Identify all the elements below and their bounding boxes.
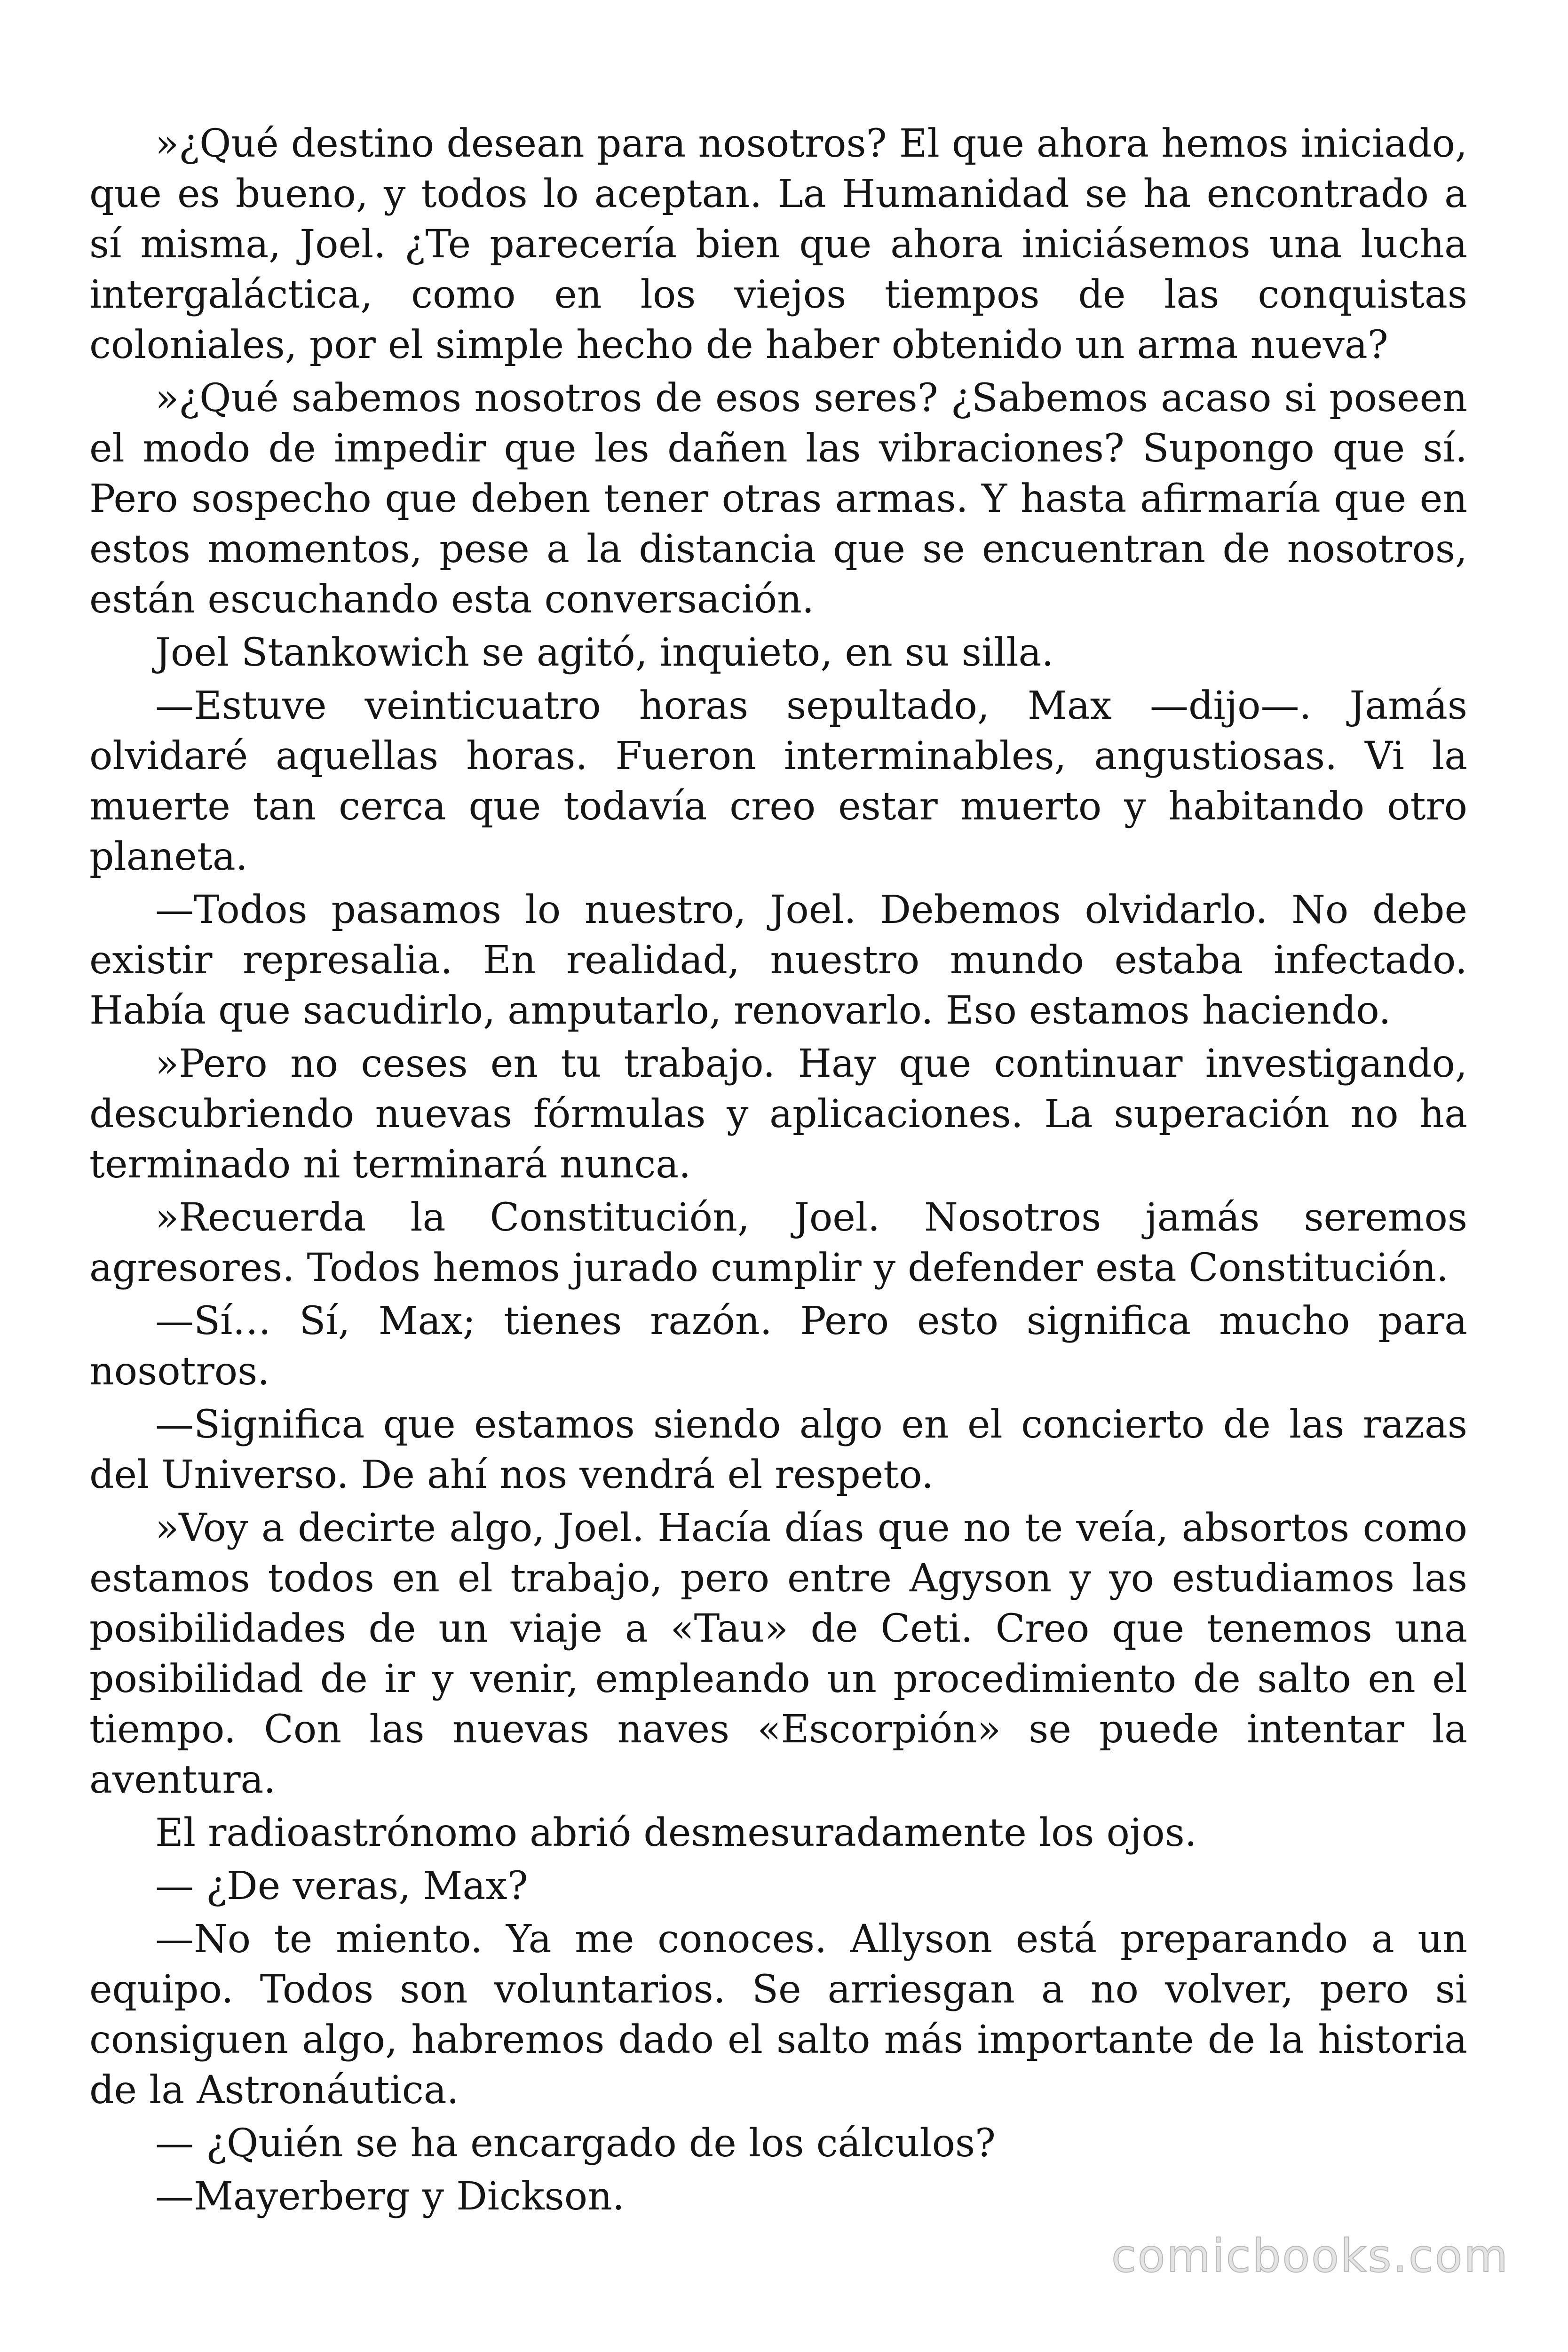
paragraph: — ¿Quién se ha encargado de los cálculos? — [155, 2121, 996, 2166]
paragraph: —Estuve veinticuatro horas sepultado, Max —dijo—. Jamás olvidaré aquellas horas. Fueron interminables, angustiosas. Vi la muerte tan cerca que todavía creo estar muerto y habitando otro planeta. — [89, 683, 1467, 879]
watermark: comicbooks.com — [1111, 2230, 1509, 2282]
paragraph: —Significa que estamos siendo algo en el concierto de las razas del Universo. De ahí nos vendrá el respeto. — [89, 1402, 1467, 1497]
paragraph: —No te miento. Ya me conoces. Allyson está preparando a un equipo. Todos son voluntarios. Se arriesgan a no volver, pero si consiguen algo, habremos dado el salto más importante de la historia de la Astronáutica. — [89, 1917, 1467, 2113]
paragraph: —Sí… Sí, Max; tienes razón. Pero esto significa mucho para nosotros. — [89, 1299, 1467, 1394]
paragraph: »¿Qué destino desean para nosotros? El que ahora hemos iniciado, que es bueno, y todos lo aceptan. La Humanidad se ha encontrado a sí misma, Joel. ¿Te parecería bien que ahora iniciásemos una lucha intergaláctica, como en los viejos tiempos de las conquistas coloniales, por el simple hecho de haber obtenido un arma nueva? — [89, 121, 1467, 367]
paragraph: »¿Qué sabemos nosotros de esos seres? ¿Sabemos acaso si poseen el modo de impedir que les dañen las vibraciones? Supongo que sí. Pero sospecho que deben tener otras armas. Y hasta afirmaría que en estos momentos, pese a la distancia que se encuentran de nosotros, están escuchando esta conversación. — [89, 376, 1467, 622]
paragraph: »Recuerda la Constitución, Joel. Nosotros jamás seremos agresores. Todos hemos jurado cumplir y defender esta Constitución. — [89, 1195, 1467, 1290]
paragraph: »Pero no ceses en tu trabajo. Hay que continuar investigando, descubriendo nuevas fórmulas y aplicaciones. La superación no ha terminado ni terminará nunca. — [89, 1041, 1467, 1187]
paragraph: —Mayerberg y Dickson. — [155, 2174, 625, 2219]
paragraph: — ¿De veras, Max? — [155, 1864, 528, 1908]
body-text — [89, 119, 1467, 2225]
paragraph: Joel Stankowich se agitó, inquieto, en su silla. — [155, 630, 1054, 675]
paragraph: El radioastrónomo abrió desmesuradamente los ojos. — [155, 1811, 1197, 1855]
paragraph: —Todos pasamos lo nuestro, Joel. Debemos olvidarlo. No debe existir represalia. En realidad, nuestro mundo estaba infectado. Había que sacudirlo, amputarlo, renovarlo. Eso estamos haciendo. — [89, 888, 1467, 1033]
paragraph: »Voy a decirte algo, Joel. Hacía días que no te veía, absortos como estamos todos en el trabajo, pero entre Agyson y yo estudiamos las posibilidades de un viaje a «Tau» de Ceti. Creo que tenemos una posibilidad de ir y venir, empleando un procedimiento de salto en el tiempo. Con las nuevas naves «Escorpión» se puede intentar la aventura. — [89, 1506, 1467, 1802]
